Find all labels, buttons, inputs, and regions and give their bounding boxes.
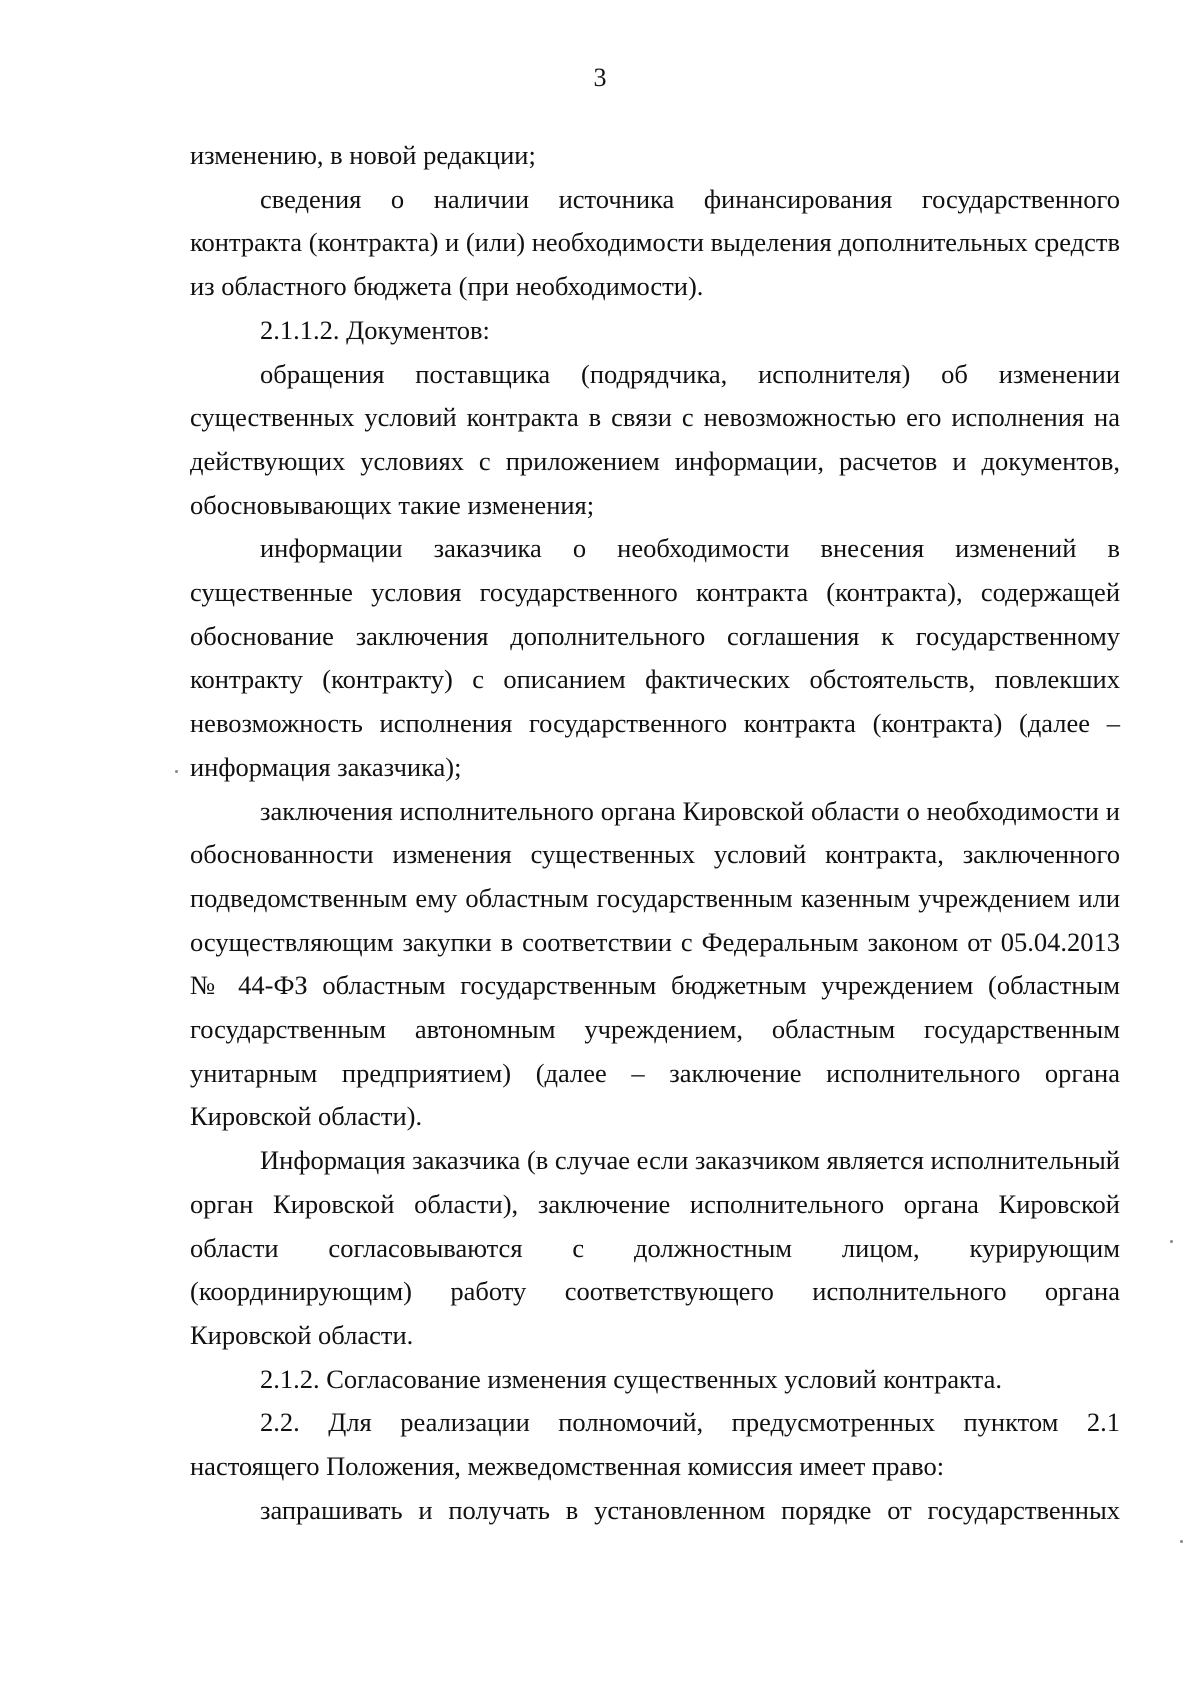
page-number: 3 [593,63,607,92]
scan-speck [175,770,178,773]
paragraph-5: информации заказчика о необходимости внесения изменений в существенные условия государственного контракта (контракта), содержащей обоснование заключения дополнительного соглашения к государственному контракту (контракту) с описанием фактических обстоятельств, повлекших невозможность исполнения государственного контракта (контракта) (далее – информация заказчика); [190,533,1120,782]
paragraph-3: 2.1.1.2. Документов: [260,314,490,345]
paragraph-1: изменению, в новой редакции; [190,140,536,170]
paragraph-8: 2.1.2. Согласование изменения существенных условий контракта. [260,1363,1002,1394]
document-body [190,134,1120,1533]
paragraph-2: сведения о наличии источника финансирования государственного контракта (контракта) и (или) необходимости выделения дополнительных средств из областного бюджета (при необходимости). [190,183,1120,302]
paragraph-7: Информация заказчика (в случае если заказчиком является исполнительный орган Кировской области), заключение исполнительного органа Кировской области согласовываются с должностным лицом, курирующим (координирующим) работу соответствующего исполнительного органа Кировской области. [190,1145,1120,1350]
paragraph-4: обращения поставщика (подрядчика, исполнителя) об изменении существенных условий контракта в связи с невозможностью его исполнения на действующих условиях с приложением информации, расчетов и документов, обосновывающих такие изменения; [190,358,1120,520]
paragraph-10: запрашивать и получать в установленном порядке от государственных [260,1494,1120,1525]
scan-speck [1180,1540,1183,1543]
scan-speck [1170,1240,1173,1243]
paragraph-9: 2.2. Для реализации полномочий, предусмотренных пунктом 2.1 настоящего Положения, межведомственная комиссия имеет право: [190,1407,1120,1482]
paragraph-6: заключения исполнительного органа Кировской области о необходимости и обоснованности изменения существенных условий контракта, заключенного подведомственным ему областным государственным казенным учреждением или осуществляющим закупки в соответствии с Федеральным законом от 05.04.2013 № 44-ФЗ областным государственным бюджетным учреждением (областным государственным автономным учреждением, областным государственным унитарным предприятием) (далее – заключение исполнительного органа Кировской области). [190,795,1120,1132]
